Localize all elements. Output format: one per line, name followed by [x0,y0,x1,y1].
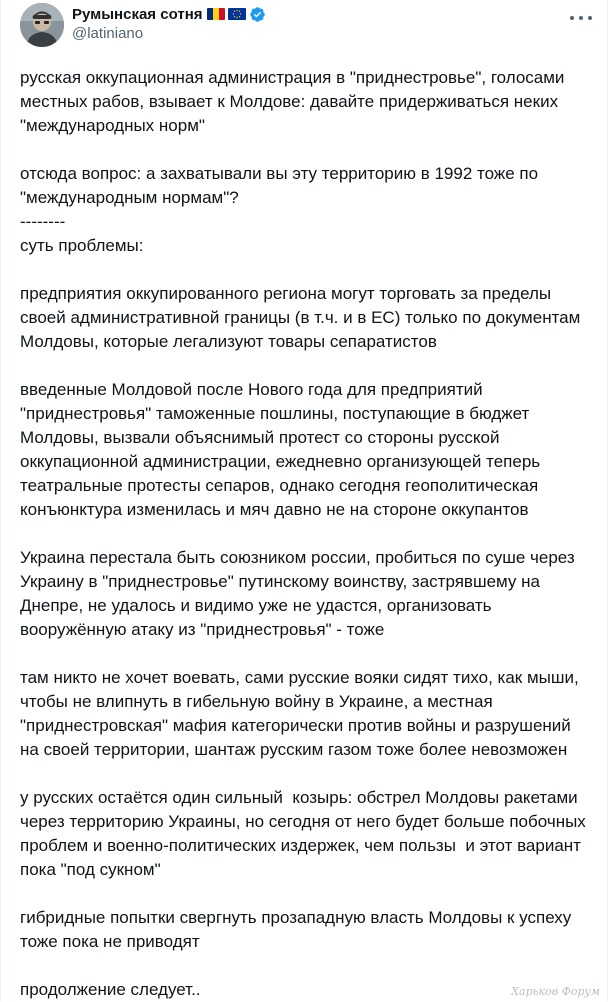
romania-flag-icon [207,8,225,20]
paragraph-6: там никто не хочет воевать, сами русские вояки сидят тихо, как мыши, чтобы не влипнуть в гибельную войну в Украине, а местная "приднестровская" мафия категорически против войны и разрушений на своей территории, шантаж русским газом тоже более невозможен [20,668,579,759]
avatar-icon [20,3,64,47]
more-icon [570,16,574,20]
post-text [20,66,594,1002]
watermark: Харьков Форум [511,985,600,998]
more-button[interactable] [570,9,592,27]
more-icon-dot [588,16,592,20]
paragraph-9: продолжение следует.. [20,980,201,999]
paragraph-1: русская оккупационная администрация в "приднестровье", голосами местных рабов, взывает к Молдове: давайте придерживаться неких "международных норм" [20,68,565,135]
paragraph-5: Украина перестала быть союзником россии, пробиться по суше через Украину в "приднестровье" путинскому воинству, застрявшему на Днепре, не удалось и видимо уже не удастся, организовать вооружённую атаку из "приднестровья" - тоже [20,548,575,639]
avatar[interactable] [20,3,64,47]
post-header [14,3,594,47]
paragraph-8: гибридные попытки свергнуть прозападную власть Молдовы к успеху тоже пока не приводят [20,908,572,951]
author-handle[interactable]: @latiniano [72,25,144,42]
paragraph-4: введенные Молдовой после Нового года для предприятий "приднестровья" таможенные пошлины, поступающие в бюджет Молдовы, вызвали объяснимый протест со стороны русской оккупационной администрации, ежедневно организующей теперь театральные протесты сепаров, однако сегодня геополитическая конъюнктура изменилась и мяч давно не на стороне оккупантов [20,380,541,519]
verified-badge-icon [249,6,266,23]
name-row [72,4,266,24]
paragraph-2: отсюда вопрос: а захватывали вы эту территорию в 1992 тоже по "международным нормам"? -------- суть проблемы: [20,164,539,255]
display-name[interactable]: Румынская сотня [72,5,203,23]
left-border [0,0,1,1001]
author-names [72,4,266,42]
more-icon-dot [579,16,583,20]
eu-flag-icon [228,8,246,20]
paragraph-7: у русских остаётся один сильный козырь: обстрел Молдовы ракетами через территорию Украины, но сегодня от него будет больше побочных проблем и военно-политических издержек, чем пользы и этот вариант пока "под сукном" [20,788,586,879]
paragraph-3: предприятия оккупированного региона могут торговать за пределы своей административной границы (в т.ч. и в ЕС) только по документам Молдовы, которые легализуют товары сепаратистов [20,284,581,351]
